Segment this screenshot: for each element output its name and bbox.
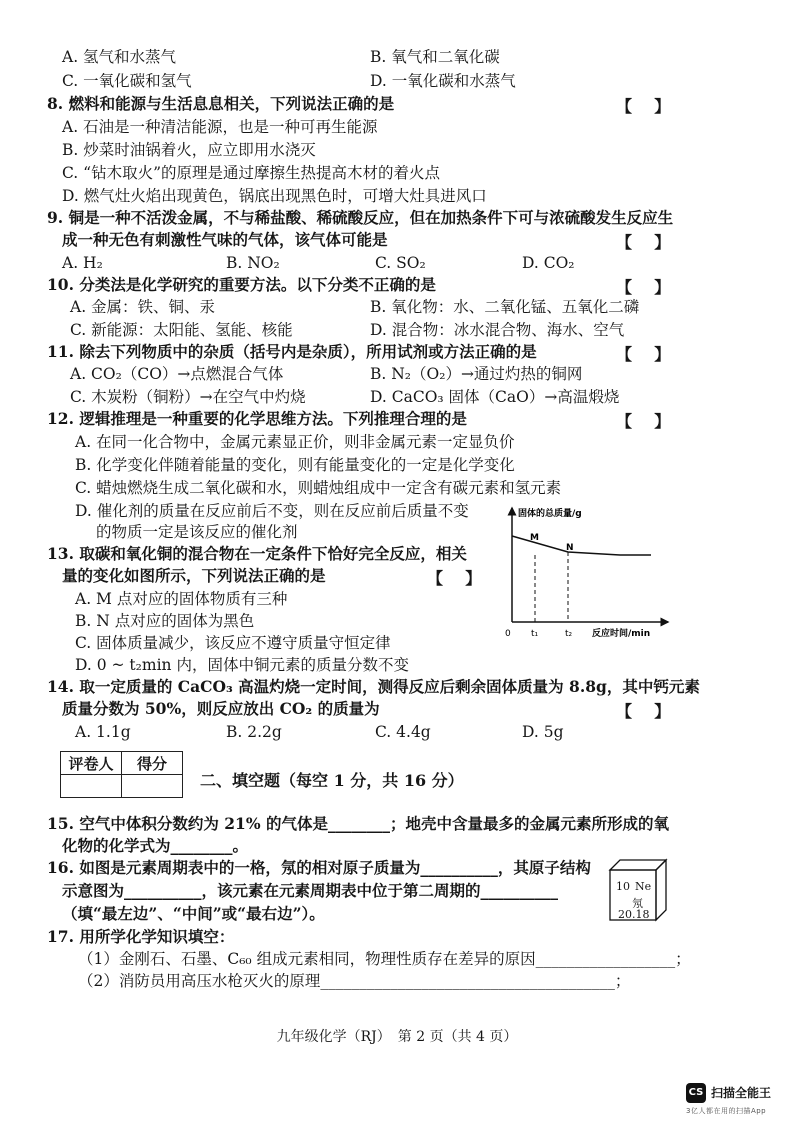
q8-option-a: A. 石油是一种清洁能源，也是一种可再生能源 bbox=[62, 118, 378, 136]
q12-stem: 12. 逻辑推理是一种重要的化学思维方法。下列推理合理的是 bbox=[47, 409, 467, 428]
page-footer: 九年级化学（RJ） 第 2 页（共 4 页） bbox=[276, 1029, 518, 1045]
q12-option-d-line2: 的物质一定是该反应的催化剂 bbox=[96, 523, 298, 541]
q11-option-b: B. N₂（O₂）→通过灼热的铜网 bbox=[370, 365, 583, 383]
q14-option-b: B. 2.2g bbox=[226, 723, 282, 741]
q12-option-d-line1: D. 催化剂的质量在反应前后不变，则在反应前后质量不变 bbox=[75, 502, 469, 520]
q9-stem-line1: 9. 铜是一种不活泼金属，不与稀盐酸、稀硫酸反应，但在加热条件下可与浓硫酸发生反应生 bbox=[47, 208, 674, 227]
q10-stem: 10. 分类法是化学研究的重要方法。以下分类不正确的是 bbox=[47, 275, 436, 294]
q7-option-a: A. 氢气和水蒸气 bbox=[62, 48, 177, 66]
graph-point-m: M bbox=[530, 533, 539, 543]
q9-option-b: B. NO₂ bbox=[226, 254, 280, 272]
q10-option-d: D. 混合物：冰水混合物、海水、空气 bbox=[370, 321, 625, 339]
q17-stem: 17. 用所学化学知识填空： bbox=[47, 927, 235, 946]
q15-line2: 化物的化学式为________。 bbox=[62, 836, 249, 855]
section-title-fill-in: 二、填空题（每空 1 分，共 16 分） bbox=[200, 771, 464, 790]
q13-option-a: A. M 点对应的固体物质有三种 bbox=[75, 590, 288, 608]
graph-t1-label: t₁ bbox=[531, 629, 539, 639]
q8-option-d: D. 燃气灶火焰出现黄色，锅底出现黑色时，可增大灶具进风口 bbox=[62, 187, 487, 205]
q16-line3: （填“最左边”、“中间”或“最右边”）。 bbox=[62, 904, 325, 923]
q14-stem-line2: 质量分数为 50%，则反应放出 CO₂ 的质量为 bbox=[62, 699, 380, 718]
q12-option-a: A. 在同一化合物中，金属元素显正价，则非金属元素一定显负价 bbox=[75, 433, 515, 451]
q13-stem-line1: 13. 取碳和氧化铜的混合物在一定条件下恰好完全反应，相关 bbox=[47, 544, 467, 563]
q16-line1: 16. 如图是元素周期表中的一格，氖的相对原子质量为__________，其原子结构 bbox=[47, 858, 591, 877]
q11-option-c: C. 木炭粉（铜粉）→在空气中灼烧 bbox=[70, 388, 306, 406]
q13-stem-line2: 量的变化如图所示，下列说法正确的是 bbox=[62, 566, 326, 585]
scanner-watermark bbox=[686, 1083, 786, 1117]
element-name: 氖 bbox=[632, 897, 643, 910]
graph-t2-label: t₂ bbox=[565, 629, 573, 639]
q12-option-c: C. 蜡烛燃烧生成二氧化碳和水，则蜡烛组成中一定含有碳元素和氢元素 bbox=[75, 479, 562, 497]
camscanner-logo-icon: CS bbox=[686, 1083, 706, 1103]
q9-option-a: A. H₂ bbox=[62, 254, 103, 272]
q9-option-c: C. SO₂ bbox=[375, 254, 426, 272]
q10-option-c: C. 新能源：太阳能、氢能、核能 bbox=[70, 321, 293, 339]
q11-option-d: D. CaCO₃ 固体（CaO）→高温煅烧 bbox=[370, 388, 620, 406]
q8-option-b: B. 炒菜时油锅着火，应立即用水浇灭 bbox=[62, 141, 316, 159]
q14-stem-line1: 14. 取一定质量的 CaCO₃ 高温灼烧一定时间，测得反应后剩余固体质量为 8.8g，其中钙元素 bbox=[47, 677, 700, 696]
q11-stem: 11. 除去下列物质中的杂质（括号内是杂质），所用试剂或方法正确的是 bbox=[47, 342, 537, 361]
q7-option-b: B. 氧气和二氧化碳 bbox=[370, 48, 500, 66]
periodic-table-cell-neon bbox=[590, 858, 666, 921]
q13-option-c: C. 固体质量减少，该反应不遵守质量守恒定律 bbox=[75, 634, 391, 652]
q8-stem: 8. 燃料和能源与生活息息相关，下列说法正确的是 bbox=[47, 94, 395, 113]
q14-answer-bracket: 【 】 bbox=[616, 702, 671, 721]
q17-part2: （2）消防员用高压水枪灭火的原理______________________________________； bbox=[78, 972, 631, 990]
q17-part1: （1）金刚石、石墨、C₆₀ 组成元素相同，物理性质存在差异的原因__________________； bbox=[78, 950, 691, 968]
q13-option-b: B. N 点对应的固体为黑色 bbox=[75, 612, 255, 630]
q9-stem-line2: 成一种无色有刺激性气味的气体，该气体可能是 bbox=[62, 230, 388, 249]
q11-option-a: A. CO₂（CO）→点燃混合气体 bbox=[70, 365, 284, 383]
score-table bbox=[60, 751, 183, 798]
atomic-number: 10 bbox=[616, 880, 630, 893]
q12-option-b: B. 化学变化伴随着能量的变化，则有能量变化的一定是化学变化 bbox=[75, 456, 515, 474]
score-table-reviewer-cell bbox=[61, 775, 122, 798]
q9-answer-bracket: 【 】 bbox=[616, 233, 671, 252]
score-table-reviewer-header: 评卷人 bbox=[61, 752, 122, 775]
q8-option-c: C. “钻木取火”的原理是通过摩擦生热提高木材的着火点 bbox=[62, 164, 441, 182]
element-symbol: Ne bbox=[635, 880, 652, 893]
q10-option-b: B. 氧化物：水、二氧化锰、五氧化二磷 bbox=[370, 298, 640, 316]
q7-option-d: D. 一氧化碳和水蒸气 bbox=[370, 72, 516, 90]
score-table-points-header: 得分 bbox=[122, 752, 183, 775]
q14-option-a: A. 1.1g bbox=[75, 723, 131, 741]
q10-option-a: A. 金属：铁、铜、汞 bbox=[70, 298, 216, 316]
q13-mass-time-graph bbox=[496, 500, 674, 648]
q14-option-d: D. 5g bbox=[522, 723, 564, 741]
score-table-points-cell bbox=[122, 775, 183, 798]
q11-answer-bracket: 【 】 bbox=[616, 345, 671, 364]
q13-option-d: D. 0 ~ t₂min 内，固体中铜元素的质量分数不变 bbox=[75, 656, 409, 674]
q12-answer-bracket: 【 】 bbox=[616, 412, 671, 431]
graph-point-n: N bbox=[566, 543, 574, 553]
q7-option-c: C. 一氧化碳和氢气 bbox=[62, 72, 192, 90]
q14-option-c: C. 4.4g bbox=[375, 723, 431, 741]
q10-answer-bracket: 【 】 bbox=[616, 278, 671, 297]
q15-line1: 15. 空气中体积分数约为 21% 的气体是________；地壳中含量最多的金属元素所形成的氧 bbox=[47, 814, 669, 833]
atomic-mass: 20.18 bbox=[618, 908, 650, 921]
graph-origin-label: 0 bbox=[505, 629, 511, 639]
q9-option-d: D. CO₂ bbox=[522, 254, 575, 272]
q16-line2: 示意图为__________，该元素在元素周期表中位于第二周期的__________ bbox=[62, 881, 559, 900]
graph-x-label: 反应时间/min bbox=[592, 629, 651, 639]
watermark-slogan: 3亿人都在用的扫描App bbox=[686, 1107, 767, 1115]
q8-answer-bracket: 【 】 bbox=[616, 97, 671, 116]
graph-y-label: 固体的总质量/g bbox=[518, 509, 582, 519]
watermark-app-name: 扫描全能王 bbox=[711, 1086, 772, 1100]
q13-answer-bracket: 【 】 bbox=[427, 569, 482, 588]
